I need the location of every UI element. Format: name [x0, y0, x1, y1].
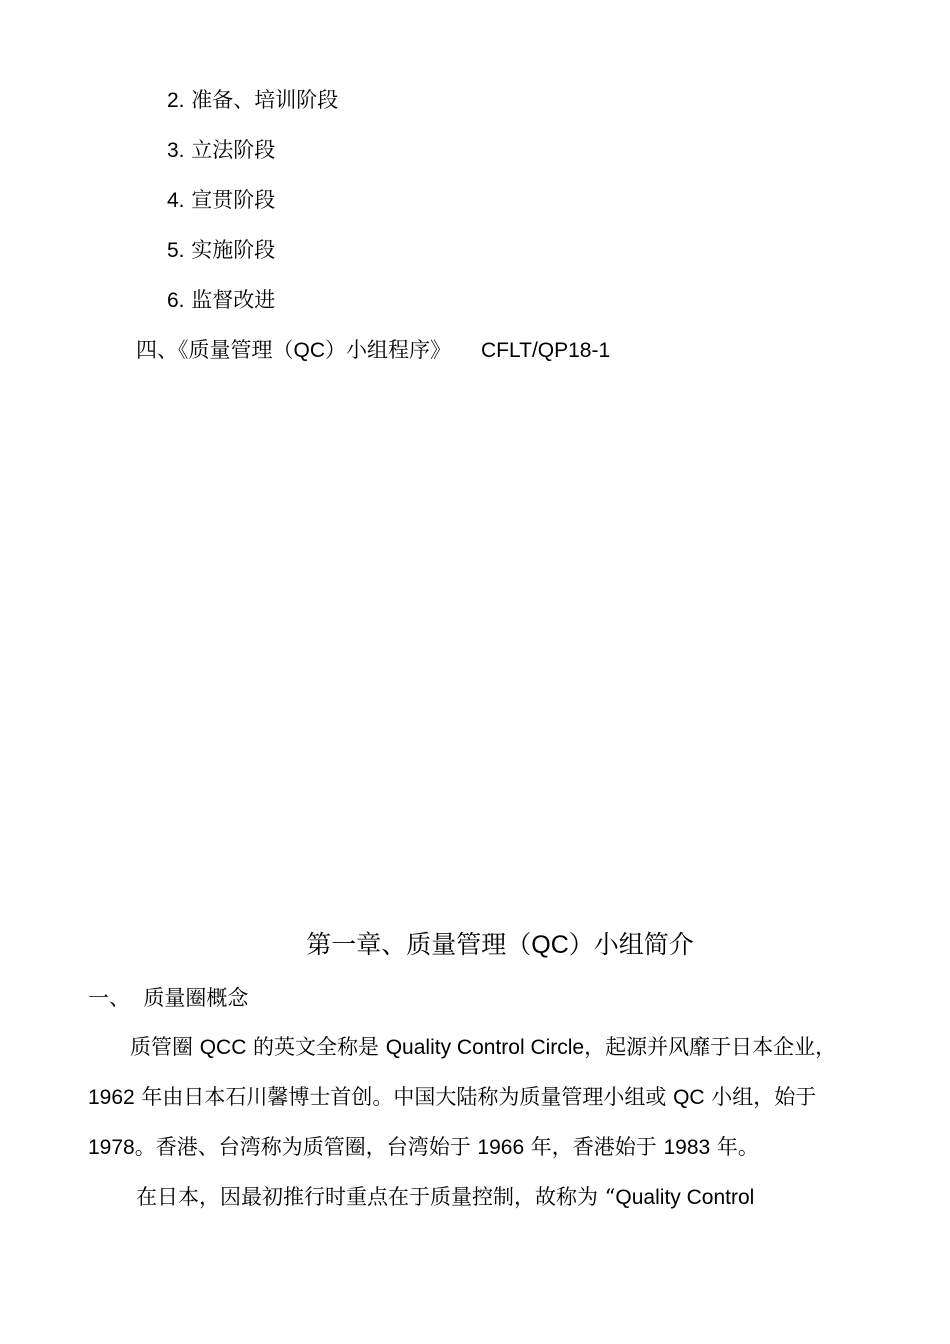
document-code: CFLT/QP18-1	[481, 339, 611, 362]
paragraph-1-line-3: 1978。香港、台湾称为质管圈，台湾始于 1966 年，香港始于 1983 年。	[88, 1135, 759, 1159]
outline-item-4: 4. 宣贯阶段	[167, 188, 276, 212]
outline-item-2: 2. 准备、培训阶段	[167, 88, 339, 112]
chapter-title: 第一章、质量管理（QC）小组简介	[306, 930, 694, 959]
outline-item-5: 5. 实施阶段	[167, 238, 276, 262]
outline-item-6: 6. 监督改进	[167, 288, 276, 312]
section-heading: 一、 质量圈概念	[88, 986, 249, 1010]
paragraph-1-line-1: 质管圈 QCC 的英文全称是 Quality Control Circle，起源并风靡于日本企业，	[130, 1035, 837, 1059]
paragraph-1-line-2: 1962 年由日本石川馨博士首创。中国大陆称为质量管理小组或 QC 小组，始于	[88, 1085, 817, 1109]
paragraph-2-line-1: 在日本，因最初推行时重点在于质量控制，故称为 “Quality Control	[136, 1185, 755, 1209]
outline-item-3: 3. 立法阶段	[167, 138, 276, 162]
outline-section-four: 四、《质量管理（QC）小组程序》 CFLT/QP18-1	[136, 338, 611, 362]
